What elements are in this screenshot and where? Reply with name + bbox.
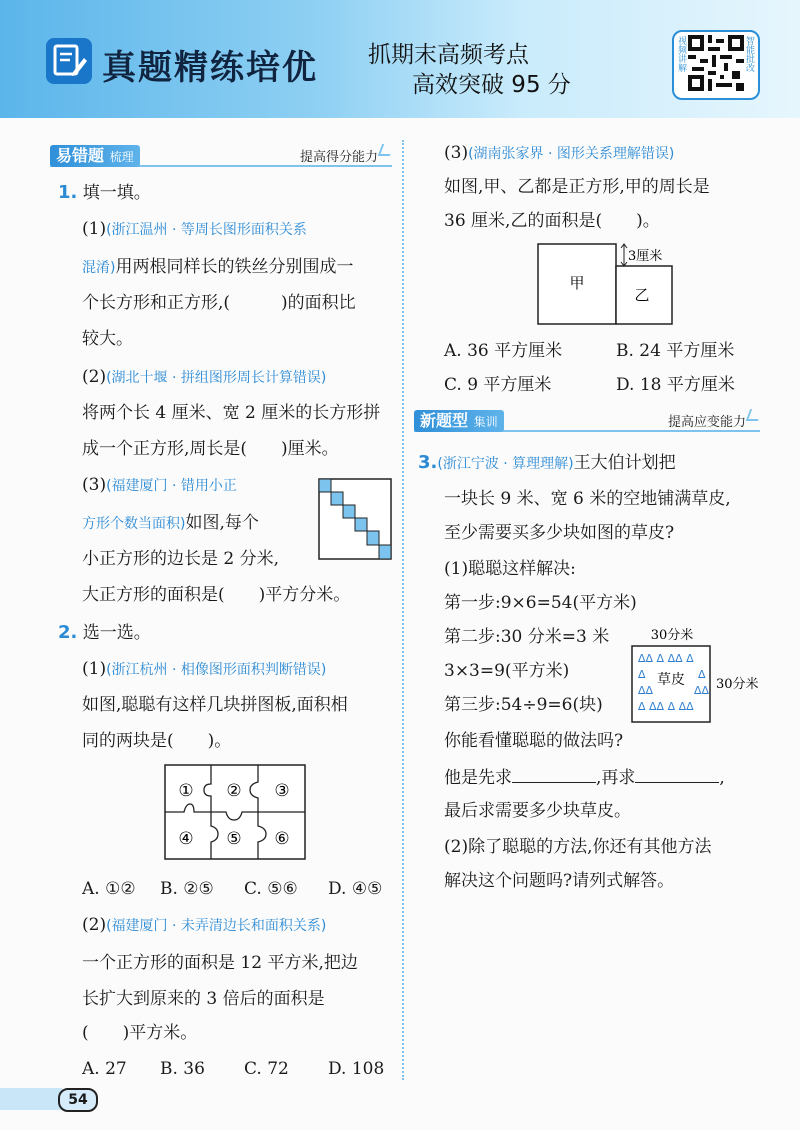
q1-p1-text-c: 较大。 [82,329,133,349]
q1-p3-source: (福建厦门 · 错用小正 [106,478,237,494]
q1-number: 1. [58,182,78,203]
q1-p3-line2 [82,512,259,535]
q2-p2-source: (福建厦门 · 未弄清边长和面积关系) [106,918,327,934]
svg-text:ᐃ: ᐃ [638,668,646,681]
banner-tag-text: 易错题 [56,146,105,165]
grass-top-dim: 30分米 [650,628,694,643]
q2-p1-idx: (1) [82,659,107,679]
q1-p3-text-b: 小正方形的边长是 2 分米, [82,549,280,569]
fig-dim-label: 3厘米 [628,249,663,264]
q2-p2-option-d[interactable]: D. 108 [328,1059,385,1079]
q1-p2-line1 [82,366,326,389]
section-banner-new-type [414,410,760,432]
puzzle-label-5: ⑤ [226,829,242,849]
q2-p1-option-a[interactable]: A. ①② [82,879,136,899]
q3-step2: 第二步:30 分米=3 米 [444,627,610,647]
q3-step1: 第一步:9×6=54(平方米) [444,593,637,613]
q1-p2-idx: (2) [82,367,107,387]
q3-number: 3. [418,452,438,473]
squares-jia-yi-figure [536,242,676,326]
puzzle-label-4: ④ [178,829,194,849]
q2-p2-text-c: ( )平方米。 [82,1023,198,1043]
q1-heading [58,182,151,204]
q3-p1-title: (1)聪聪这样解决: [444,559,576,579]
page-number: 54 [58,1088,98,1112]
banner-tag [50,145,140,167]
q2-p3-idx: (3) [444,143,469,163]
q2-p3-option-d[interactable]: D. 18 平方厘米 [616,375,735,395]
q2-p1-text-a: 如图,聪聪有这样几块拼图板,面积相 [82,695,348,715]
q3-blank-1[interactable] [512,766,596,783]
q2-p2-option-b[interactable]: B. 36 [160,1059,205,1079]
svg-text:ᐃᐃ ᐃ ᐃᐃ ᐃ: ᐃᐃ ᐃ ᐃᐃ ᐃ [638,652,694,665]
q2-p1-option-c[interactable]: C. ⑤⑥ [244,879,298,899]
q1-p2-text-b: 成一个正方形,周长是( )厘米。 [82,439,339,459]
q3-text-a: 王大伯计划把 [573,453,676,473]
q2-title: 选一选。 [82,623,151,643]
q1-p1-line2 [82,256,353,279]
section-banner-error-prone [50,145,392,167]
header-slogan-line2: 高效突破 95 分 [412,72,571,98]
banner-tag [414,410,504,432]
q2-p2-option-a[interactable]: A. 27 [82,1059,127,1079]
page-number-bar [0,1088,62,1110]
q2-p3-text-b: 36 厘米,乙的面积是( )。 [444,211,660,231]
svg-text:ᐃ: ᐃ [698,668,706,681]
q3-fill-line [444,766,725,789]
puzzle-label-6: ⑥ [274,829,290,849]
q1-p1-source: (浙江温州 · 等周长图形面积关系 [106,222,307,238]
banner-ability: 提高应变能力 [668,411,746,430]
q2-p1-text-b: 同的两块是( )。 [82,731,232,751]
qr-left-label: 视频讲解 [676,36,686,72]
q2-p3-line1 [444,142,674,165]
q2-p3-text-a: 如图,甲、乙都是正方形,甲的周长是 [444,177,710,197]
q1-p1-text-b: 个长方形和正方形,( )的面积比 [82,293,356,313]
q2-p2-text-b: 长扩大到原来的 3 倍后的面积是 [82,989,325,1009]
q1-p3-line1 [82,474,237,497]
puzzle-label-1: ① [178,781,194,801]
q3-p2-line2: 解决这个问题吗?请列式解答。 [444,871,675,891]
q2-heading [58,622,151,644]
banner-tag-small: 梳理 [109,150,134,164]
q2-number: 2. [58,622,78,643]
q1-p2-text-a: 将两个长 4 厘米、宽 2 厘米的长方形拼 [82,403,381,423]
fig-label-jia: 甲 [569,274,585,292]
q2-p1-option-b[interactable]: B. ②⑤ [160,879,214,899]
puzzle-label-3: ③ [274,781,290,801]
q2-p3-source: (湖南张家界 · 图形关系理解错误) [468,146,675,162]
q1-p1-line1 [82,218,307,241]
q3-p2-line1: (2)除了聪聪的方法,你还有其他方法 [444,837,712,857]
grass-tile-figure [628,624,764,726]
q3-step3: 第三步:54÷9=6(块) [444,695,603,715]
q2-p2-text-a: 一个正方形的面积是 12 平方米,把边 [82,953,358,973]
banner-ability: 提高得分能力 [300,146,378,165]
q3-blank-2[interactable] [635,766,719,783]
q1-title: 填一填。 [82,183,151,203]
fig-label-yi: 乙 [634,286,650,304]
q1-p1-idx: (1) [82,219,107,239]
column-divider [402,140,404,1080]
staircase-squares-figure [318,478,392,560]
q2-p3-option-b[interactable]: B. 24 平方厘米 [616,341,735,361]
q1-p3-source-cont: 方形个数当面积) [82,516,186,532]
q3-fill-c: , [719,768,725,788]
header-title: 真题精练培优 [102,48,318,88]
q2-p1-line1 [82,658,326,681]
puzzle-pieces-figure [164,764,306,860]
svg-text:ᐃᐃ: ᐃᐃ [694,684,710,697]
banner-tag-text: 新题型 [420,411,469,430]
grass-right-dim: 30分米 [716,677,759,692]
header-slogan-line1: 抓期末高频考点 [368,42,529,68]
q2-p3-option-c[interactable]: C. 9 平方厘米 [444,375,552,395]
q3-source: (浙江宁波 · 算理理解) [437,456,574,472]
svg-text:ᐃ ᐃᐃ ᐃ ᐃᐃ: ᐃ ᐃᐃ ᐃ ᐃᐃ [638,700,694,713]
qr-right-label: 智能批改 [744,36,754,72]
q3-fill-b: ,再求 [596,768,636,788]
puzzle-label-2: ② [226,781,242,801]
q1-p1-text-a: 用两根同样长的铁丝分别围成一 [115,257,354,277]
q3-text-b: 一块长 9 米、宽 6 米的空地铺满草皮, [444,489,731,509]
q3-fill-d: 最后求需要多少块草皮。 [444,801,631,821]
q2-p2-idx: (2) [82,915,107,935]
q1-p3-text-c: 大正方形的面积是( )平方分米。 [82,585,351,605]
q3-line1 [418,452,676,475]
q2-p2-option-c[interactable]: C. 72 [244,1059,289,1079]
q3-step2b: 3×3=9(平方米) [444,661,570,681]
q2-p1-option-d[interactable]: D. ④⑤ [328,879,383,899]
q1-p2-source: (湖北十堰 · 拼组图形周长计算错误) [106,370,327,386]
q1-p3-idx: (3) [82,475,107,495]
svg-text:ᐃᐃ: ᐃᐃ [638,684,654,697]
q3-fill-a: 他是先求 [444,768,512,788]
qr-code-icon[interactable] [688,34,744,92]
q1-p3-text-a: 如图,每个 [185,513,259,533]
q1-p1-source-cont: 混淆) [82,260,116,276]
q2-p1-source: (浙江杭州 · 相像图形面积判断错误) [106,662,327,678]
q3-text-c: 至少需要买多少块如图的草皮? [444,523,675,543]
q2-p2-line1 [82,914,326,937]
q2-p3-option-a[interactable]: A. 36 平方厘米 [444,341,563,361]
grass-label: 草皮 [657,672,685,688]
banner-tag-small: 集训 [473,415,498,429]
pencil-note-icon [46,38,92,84]
q3-ask: 你能看懂聪聪的做法吗? [444,731,624,751]
